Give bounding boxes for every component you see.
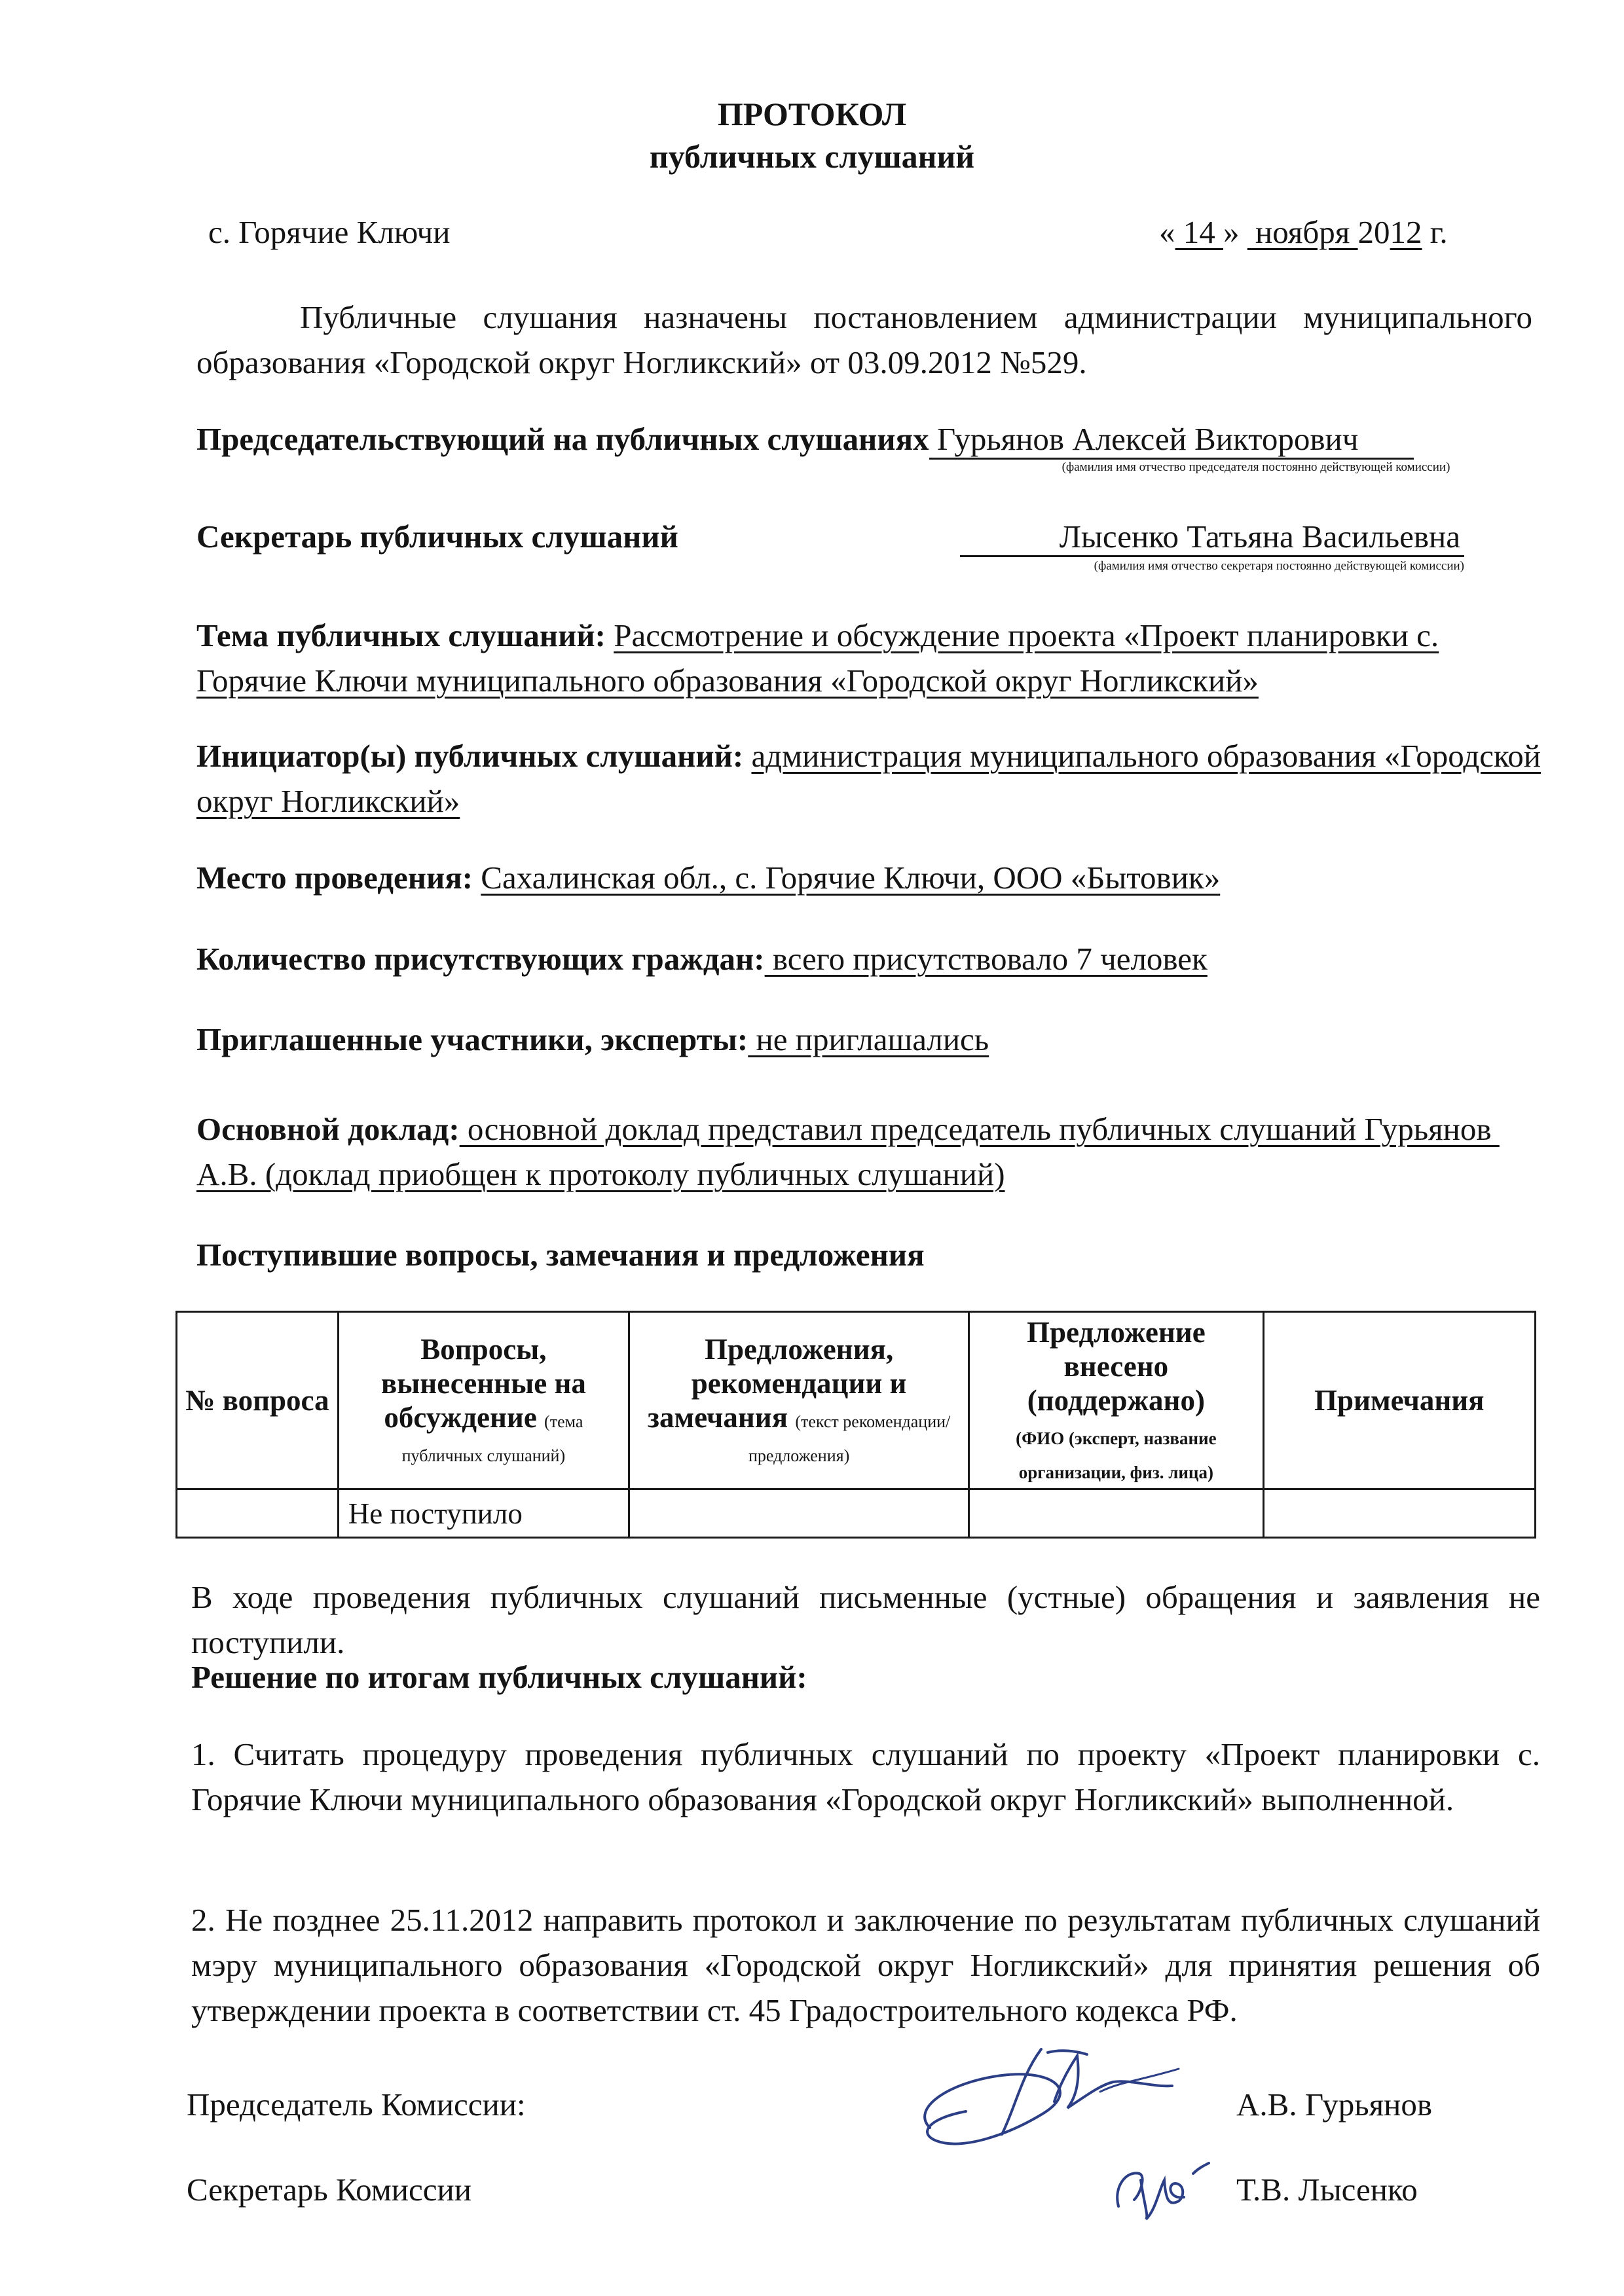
secretary-value: Лысенко Татьяна Васильевна xyxy=(960,519,1464,557)
attendees-value: всего присутствовало 7 человек xyxy=(764,941,1208,977)
experts-label: Приглашенные участники, эксперты: xyxy=(196,1021,748,1057)
report-paragraph xyxy=(196,1106,1545,1197)
initiator-paragraph xyxy=(196,733,1545,824)
questions-heading: Поступившие вопросы, замечания и предложения xyxy=(196,1237,925,1273)
date-month: ноября xyxy=(1247,214,1358,250)
topic-label: Тема публичных слушаний: xyxy=(196,617,606,653)
date-year-suffix: 12 xyxy=(1390,214,1422,250)
experts-value: не приглашались xyxy=(748,1021,989,1057)
secretary-label: Секретарь публичных слушаний xyxy=(196,519,678,555)
table-row xyxy=(177,1489,1536,1538)
date xyxy=(1159,210,1448,255)
chair-hint: (фамилия имя отчество председателя постоянно действующей комиссии) xyxy=(1061,460,1450,474)
secretary-sign-label: Секретарь Комиссии xyxy=(187,2172,471,2208)
secretary-hint: (фамилия имя отчество секретаря постоянно действующей комиссии) xyxy=(1094,559,1464,573)
cell-number xyxy=(177,1489,339,1538)
venue-label: Место проведения: xyxy=(196,860,473,896)
date-day: 14 xyxy=(1175,214,1223,250)
secretary-sign-name: Т.В. Лысенко xyxy=(1236,2172,1418,2208)
report-value: основной доклад представил председатель публичных слушаний Гурьянов А.В. (доклад приобщен к протоколу публичных слушаний) xyxy=(196,1111,1500,1192)
place: с. Горячие Ключи xyxy=(208,214,451,250)
chair-value: Гурьянов Алексей Викторович xyxy=(929,421,1414,460)
chair-signature-image xyxy=(904,2030,1192,2174)
header-proposals xyxy=(629,1312,969,1489)
header-submitted-note: (ФИО (эксперт, название организации, физ. лица) xyxy=(1016,1429,1217,1482)
cell-submitted-by xyxy=(969,1489,1263,1538)
attendees-paragraph xyxy=(196,936,1545,981)
initiator-value: администрация муниципального образования «Городской округ Ногликский» xyxy=(196,738,1541,819)
header-proposals-main: Предложения, рекомендации и замечания xyxy=(647,1333,907,1434)
chair-row xyxy=(196,416,1545,462)
date-open: « xyxy=(1159,214,1175,250)
venue-paragraph xyxy=(196,855,1545,900)
initiator-label: Инициатор(ы) публичных слушаний: xyxy=(196,738,744,774)
secretary-value-wrap xyxy=(960,514,1464,559)
chair-label: Председательствующий на публичных слушаниях xyxy=(196,421,929,457)
appeals-paragraph: В ходе проведения публичных слушаний письменные (устные) обращения и заявления не поступили. xyxy=(191,1579,1540,1660)
decision-heading: Решение по итогам публичных слушаний: xyxy=(191,1659,807,1695)
header-proposals-note: (текст рекомендации/предложения) xyxy=(748,1412,951,1465)
cell-question: Не поступило xyxy=(338,1489,629,1538)
chair-sign-label: Председатель Комиссии: xyxy=(187,2086,526,2123)
topic-paragraph xyxy=(196,613,1545,703)
topic-value: Рассмотрение и обсуждение проекта «Проект планировки с. Горячие Ключи муниципального образования «Городской округ Ногликский» xyxy=(196,617,1439,699)
date-mid: » xyxy=(1223,214,1247,250)
header-questions-note: (тема публичных слушаний) xyxy=(401,1412,583,1465)
header-questions xyxy=(338,1312,629,1489)
intro-paragraph: Публичные слушания назначены постановлением администрации муниципального образования «Городской округ Ногликский» от 03.09.2012 №529. xyxy=(196,299,1532,380)
attendees-label: Количество присутствующих граждан: xyxy=(196,941,765,977)
document-subtitle: публичных слушаний xyxy=(649,138,975,175)
secretary-signature-image xyxy=(1107,2154,1218,2232)
report-label: Основной доклад: xyxy=(196,1111,460,1147)
chair-sign-name: А.В. Гурьянов xyxy=(1236,2086,1433,2123)
decision-item-2: 2. Не позднее 25.11.2012 направить протокол и заключение по результатам публичных слушаний мэру муниципального образования «Городской округ Ногликский» для принятия решения об утверждении проекта в соответствии ст. 45 Градостроительного кодекса РФ. xyxy=(191,1902,1540,2028)
questions-table xyxy=(175,1311,1536,1539)
venue-value: Сахалинская обл., с. Горячие Ключи, ООО «Бытовик» xyxy=(481,860,1221,896)
header-questions-main: Вопросы, вынесенные на обсуждение xyxy=(380,1333,586,1434)
document-title: ПРОТОКОЛ xyxy=(717,96,907,132)
date-end: г. xyxy=(1422,214,1448,250)
date-year-prefix: 20 xyxy=(1357,214,1390,250)
cell-proposal xyxy=(629,1489,969,1538)
table-header-row xyxy=(177,1312,1536,1489)
experts-paragraph xyxy=(196,1017,1545,1062)
header-submitted-main: Предложение внесено (поддержано) xyxy=(1027,1316,1206,1417)
decision-item-1: 1. Считать процедуру проведения публичных слушаний по проекту «Проект планировки с. Горячие Ключи муниципального образования «Городской округ Ногликский» выполненной. xyxy=(191,1736,1540,1817)
header-submitted-by xyxy=(969,1312,1263,1489)
header-question-number: № вопроса xyxy=(177,1312,339,1489)
cell-notes xyxy=(1263,1489,1535,1538)
header-notes: Примечания xyxy=(1263,1312,1535,1489)
